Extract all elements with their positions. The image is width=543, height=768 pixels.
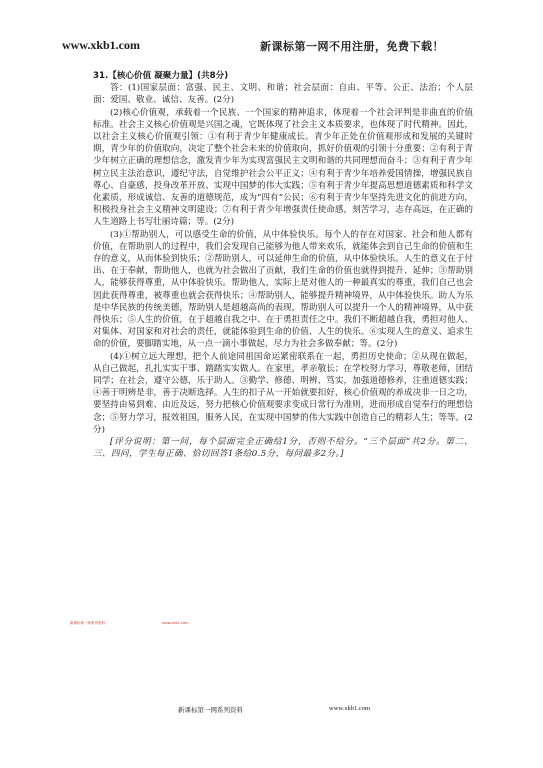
question-title: 31.【核心价值 凝聚力量】(共8分) [93,71,229,81]
footer-left-text: 新课标第一网系列资料 [178,706,243,714]
answer-body [93,70,473,461]
answer-paragraph-4: (4)①树立远大理想，把个人前途同祖国命运紧密联系在一起，勇担历史使命；②从现在做起，从自己做起，扎扎实实干事、踏踏实实做人。在家里，孝亲敬长；在学校努力学习，尊敬老师，团结同学；在社会，遵守公德，乐于助人。③勤学、修德、明辨、笃实，加强道德修养，注重道德实践；④善于明辨是非，善于决断选择。人生的扣子从一开始就要扣好，核心价值观的养成决非一日之功，要坚持由易到难、由近及远，努力把核心价值观要求变成日常行为准则，进而形成自觉奉行的理想信念；⑤努力学习，报效祖国，服务人民，在实现中国梦的伟大实践中创造自己的精彩人生；等等。(2分) [93,351,473,435]
answer-paragraph-1: 答：(1)国家层面：富强、民主、文明、和谐；社会层面：自由、平等、公正、法治；个人层面：爱国、敬业、诚信、友善。(2分) [93,83,473,106]
watermark-left: 新课标第一网系列资料 [70,621,105,625]
page-header [62,38,462,56]
footer-url: www.xkb1.com [329,705,371,712]
answer-paragraph-2: (2)核心价值观，承载着一个民族、一个国家的精神追求，体现着一个社会评判是非曲直的价值标准。社会主义核心价值观是兴国之魂，它既体现了社会主义本质要求，也体现了时代精神。因此，以社会主义核心价值观引领：①有利于青少年健康成长。青少年正处在价值观形成和发展的关键时期，青少年的价值取向，决定了整个社会未来的价值取向，抓好价值观的引领十分重要；②有利于青少年树立正确的理想信念，激发青少年为实现富强民主文明和谐的共同理想而奋斗；③有利于青少年树立民主法治意识，遵纪守法，自觉维护社会公平正义；④有利于青少年培养爱国情操，增强民族自尊心、自豪感，投身改革开放、实现中国梦的伟大实践；⑤有利于青少年提高思想道德素质和科学文化素质，形成诚信、友善的道德规范，成为“四有”公民；⑥有利于青少年坚持先进文化的前进方向，积极投身社会主义精神文明建设；⑦有利于青少年增强责任使命感，刻苦学习，志存高远，在正确的人生道路上书写壮丽诗篇；等。(2分) [93,107,473,228]
scoring-note: [评分说明：第一问，每个层面完全正确给1分，否则不给分。“三个层面”共2分。第二、三、四问，学生每正确、恰切回答1条给0.5分，每问最多2分。] [93,437,473,460]
watermark-right: www.xkb1.com [162,621,189,625]
site-url: www.xkb1.com [62,38,141,52]
answer-paragraph-3: (3)①帮助别人，可以感受生命的价值，从中体验快乐。每个人的存在对国家、社会和他人都有价值，在帮助别人的过程中，我们会发现自己能够为他人带来欢乐，就能体会到自己生命的价值和生存的意义，从而体验到快乐；②帮助别人，可以延伸生命的价值，从中体验快乐。人生的意义在于付出、在于奉献，帮助他人，也就为社会做出了贡献，我们生命的价值也就得到提升、延伸；③帮助别人，能够获得尊重，从中体验快乐。帮助他人，实际上是对他人的一种最真实的尊重，我们自己也会因此获得尊重，被尊重也就会获得快乐；④帮助别人，能够提升精神境界，从中体验快乐。助人为乐是中华民族的传统美德，帮助别人是超越高尚的表现，帮助别人可以提升一个人的精神境界，从中获得快乐；⑤人生的价值，在于超越自我之中、在于勇担责任之中。我们不断超越自我，勇担对他人、对集体、对国家和对社会的责任，就能体验到生命的价值、人生的快乐。⑥实现人生的意义、追求生命的价值，要脚踏实地，从一点一滴小事做起，尽力为社会多做奉献；等。(2分) [93,229,473,350]
header-slogan: 新课标第一网不用注册，免费下载！ [260,40,444,53]
